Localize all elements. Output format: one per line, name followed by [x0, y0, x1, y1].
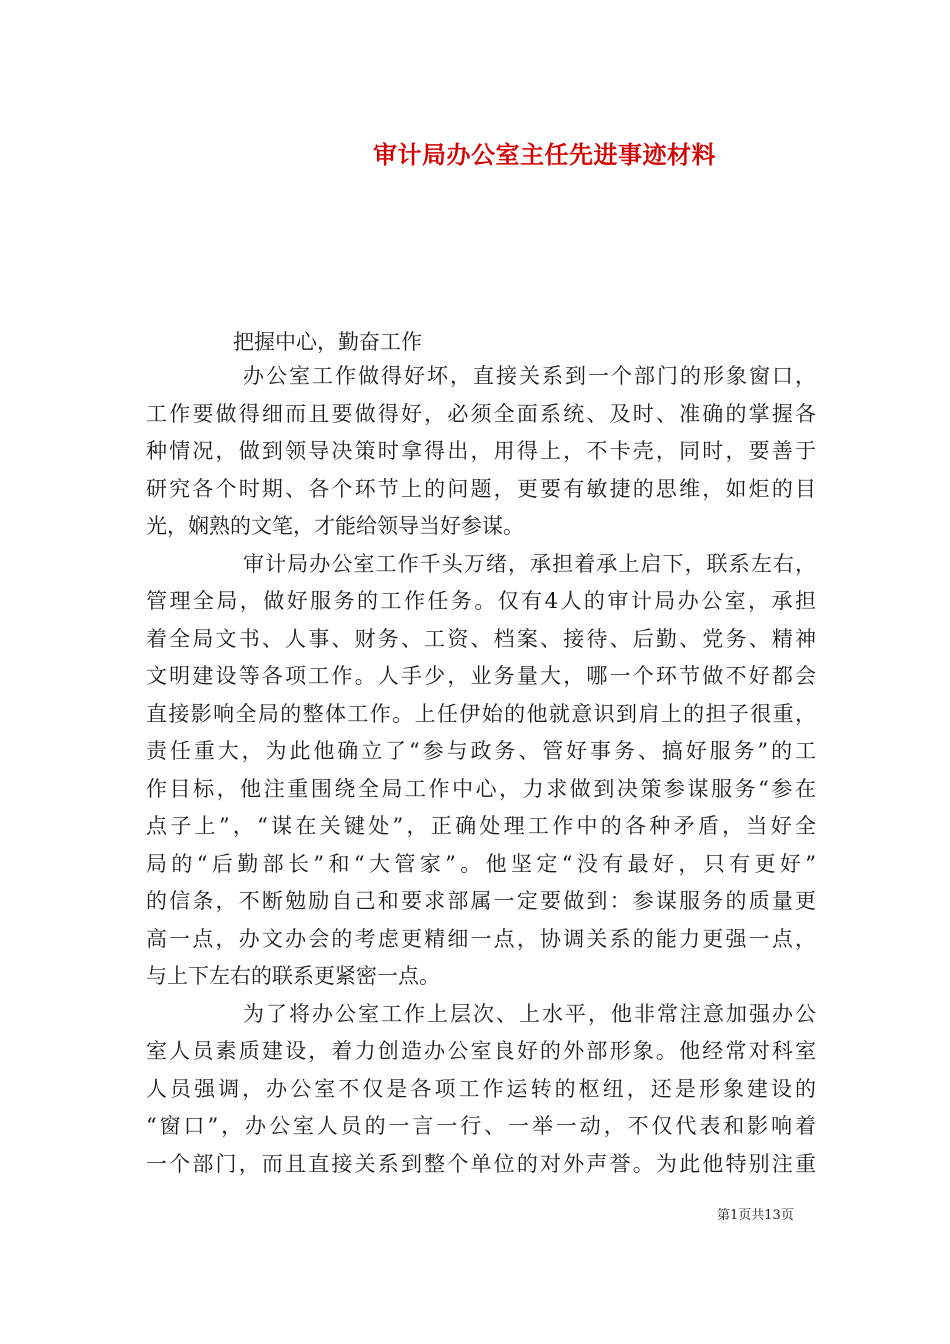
paragraph-1-line-2: 工作要做得细而且要做得好，必须全面系统、及时、准确的掌握各	[146, 402, 816, 426]
paragraph-3-line-5: 一个部门，而且直接关系到整个单位的对外声誉。为此他特别注重	[146, 1152, 816, 1176]
paragraph-2-line-1: 审计局办公室工作千头万绪，承担着承上启下，联系左右，	[243, 552, 816, 576]
paragraph-2-line-8: 点子上”，“谋在关键处”，正确处理工作中的各种矛盾，当好全	[146, 814, 816, 838]
paragraph-2-line-10: 的信条，不断勉励自己和要求部属一定要做到：参谋服务的质量更	[146, 889, 816, 913]
paragraph-2-line-2: 管理全局，做好服务的工作任务。仅有4人的审计局办公室，承担	[146, 589, 816, 613]
paragraph-3-line-4: “窗口”，办公室人员的一言一行、一举一动，不仅代表和影响着	[146, 1114, 816, 1138]
paragraph-2-line-4: 文明建设等各项工作。人手少，业务量大，哪一个环节做不好都会	[146, 664, 816, 688]
paragraph-3-line-1: 为了将办公室工作上层次、上水平，他非常注意加强办公	[243, 1002, 816, 1026]
paragraph-2-line-3: 着全局文书、人事、财务、工资、档案、接待、后勤、党务、精神	[146, 627, 816, 651]
paragraph-2-line-9: 局的“后勤部长”和“大管家”。他坚定“没有最好，只有更好”	[146, 852, 816, 876]
paragraph-2-line-7: 作目标，他注重围绕全局工作中心，力求做到决策参谋服务“参在	[146, 777, 816, 801]
paragraph-1-line-5: 光，娴熟的文笔，才能给领导当好参谋。	[146, 514, 524, 538]
section-subheading: 把握中心，勤奋工作	[233, 330, 422, 354]
paragraph-2-line-6: 责任重大，为此他确立了“参与政务、管好事务、搞好服务”的工	[146, 739, 816, 763]
document-title: 审计局办公室主任先进事迹材料	[373, 140, 716, 169]
paragraph-2-line-12: 与上下左右的联系更紧密一点。	[146, 964, 440, 988]
page-number-footer: 第1页共13页	[717, 1208, 794, 1223]
paragraph-1-line-1: 办公室工作做得好坏，直接关系到一个部门的形象窗口，	[243, 364, 816, 388]
paragraph-2-line-11: 高一点，办文办会的考虑更精细一点，协调关系的能力更强一点，	[146, 927, 816, 951]
paragraph-2-line-5: 直接影响全局的整体工作。上任伊始的他就意识到肩上的担子很重，	[146, 702, 816, 726]
paragraph-1-line-4: 研究各个时期、各个环节上的问题，更要有敏捷的思维，如炬的目	[146, 477, 816, 501]
paragraph-3-line-2: 室人员素质建设，着力创造办公室良好的外部形象。他经常对科室	[146, 1039, 816, 1063]
paragraph-3-line-3: 人员强调，办公室不仅是各项工作运转的枢纽，还是形象建设的	[146, 1077, 816, 1101]
paragraph-1-line-3: 种情况，做到领导决策时拿得出，用得上，不卡壳，同时，要善于	[146, 439, 816, 463]
